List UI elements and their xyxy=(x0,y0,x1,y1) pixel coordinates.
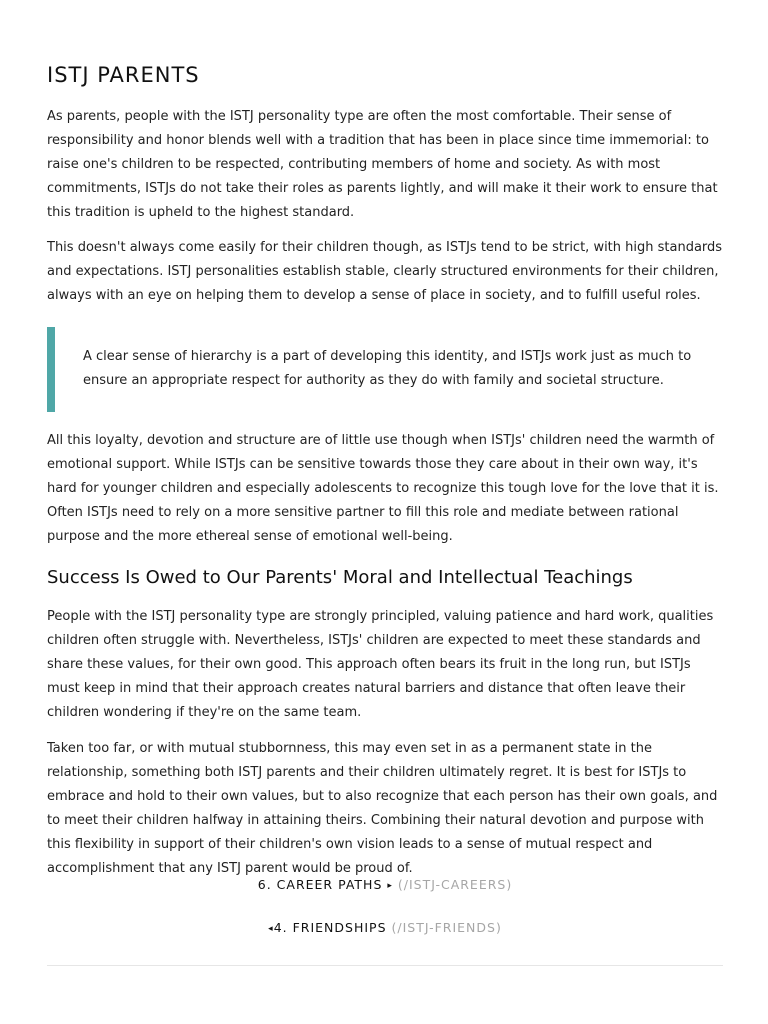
next-chapter-url[interactable]: (/ISTJ-CAREERS) xyxy=(397,877,513,892)
article-paragraph: People with the ISTJ personality type are strongly principled, valuing patience and hard work, qualities children often struggle with. Nevertheless, ISTJs' children are expected to meet these standards and share these values, for their own good. This approach often bears its fruit in the long run, but ISTJs must keep in mind that their approach creates natural barriers and distance that often leave their children wondering if they're on the same team. xyxy=(47,609,714,720)
page-title: ISTJ PARENTS xyxy=(47,63,200,87)
caret-right-icon: ▸ xyxy=(387,881,393,891)
footer-divider xyxy=(47,965,723,966)
caret-left-icon: ◂ xyxy=(268,924,274,934)
next-chapter-label[interactable]: 6. CAREER PATHS xyxy=(257,877,383,892)
blockquote-accent-bar xyxy=(47,327,55,412)
article-paragraph: Taken too far, or with mutual stubbornness, this may even set in as a permanent state in the relationship, something both ISTJ parents and their children ultimately regret. It is best for ISTJs to embrace and hold to their own values, but to also recognize that each person has their own goals, and to meet their children halfway in attaining theirs. Combining their natural devotion and purpose with this flexibility in support of their children's own vision leads to a sense of mutual respect and accomplishment that any ISTJ parent would be proud of. xyxy=(47,741,718,876)
blockquote xyxy=(47,327,723,412)
blockquote-text: A clear sense of hierarchy is a part of developing this identity, and ISTJs work just as much to ensure an appropriate respect for authority as they do with family and societal structure. xyxy=(83,349,692,388)
next-chapter-link[interactable] xyxy=(47,876,723,895)
article-paragraph: All this loyalty, devotion and structure are of little use though when ISTJs' children need the warmth of emotional support. While ISTJs can be sensitive towards those they care about in their own way, it's hard for younger children and especially adolescents to recognize this tough love for the love that it is. Often ISTJs need to rely on a more sensitive partner to fill this role and mediate between rational purpose and the more ethereal sense of emotional well-being. xyxy=(47,433,719,544)
previous-chapter-label[interactable]: 4. FRIENDSHIPS xyxy=(273,920,387,935)
article-paragraph: As parents, people with the ISTJ personality type are often the most comfortable. Their sense of responsibility and honor blends well with a tradition that has been in place since time immemorial: to raise one's children to be respected, contributing members of home and society. As with most commitments, ISTJs do not take their roles as parents lightly, and will make it their work to ensure that this tradition is upheld to the highest standard. xyxy=(47,109,718,220)
section-heading: Success Is Owed to Our Parents' Moral and Intellectual Teachings xyxy=(47,567,633,588)
article-paragraph: This doesn't always come easily for their children though, as ISTJs tend to be strict, with high standards and expectations. ISTJ personalities establish stable, clearly structured environments for their children, always with an eye on helping them to develop a sense of place in society, and to fulfill useful roles. xyxy=(47,240,723,303)
previous-chapter-url[interactable]: (/ISTJ-FRIENDS) xyxy=(391,920,502,935)
previous-chapter-link[interactable] xyxy=(47,919,723,938)
